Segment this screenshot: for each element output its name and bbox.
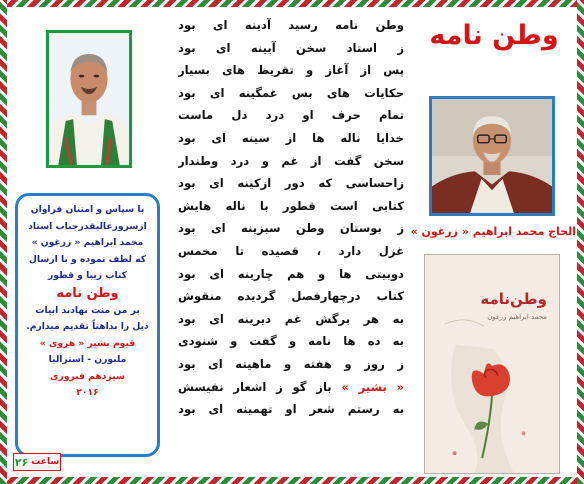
left-column (10, 10, 165, 476)
thanks-signature: قیوم بشیر « هروی » (39, 337, 136, 349)
poem-line: به ده ها نامه و گفت و شنودی (178, 334, 404, 349)
author-portrait-image (432, 99, 552, 213)
thanks-location: ملبورن - استرالیا (48, 354, 127, 365)
poem-line: پس از آغاز و تقریظ های بسیار (178, 63, 404, 78)
poet-portrait-image (49, 33, 129, 165)
thanks-line: که لطف نموده و با ارسال (28, 253, 147, 265)
book-cover-author: محمد ابراهیم زرغون (487, 313, 547, 321)
poem-line: حکایات های بس غمگینه ای بود (178, 85, 404, 100)
thanks-line: محمد ابراهیم « زرغون » (31, 237, 144, 248)
poem-line: کتابی است قطور با ناله هایش (178, 198, 404, 213)
thanks-date: سیزدهم فبروری (50, 370, 125, 382)
thanks-line: کتاب زیبا و قطور (47, 270, 128, 281)
poem-line: خدایا ناله ها از سینه ای بود (178, 130, 404, 145)
poem-text (178, 14, 404, 421)
poem-line: ز استاد سخن آیینه ای بود (178, 40, 404, 55)
thanks-line: با سپاس و امتنان فراوان (30, 204, 145, 215)
thanks-date-year: ۲۰۱۶ (76, 387, 99, 398)
poem-line: به رستم شعر او تهمینه ای بود (178, 402, 404, 417)
poem-line: زاحساسی که دور ازکینه ای بود (178, 176, 404, 191)
thanks-line: ذیل را بداهتاً تقدیم میدارم. (26, 321, 149, 332)
poem-line: به هر برگش غم دیرینه ای بود (178, 311, 404, 326)
poem-line: وطن نامه رسید آدینه ای بود (178, 18, 404, 32)
poem-line: ز بوستان وطن سبزینه ای بود (178, 221, 404, 236)
page-number: ۲۶ (14, 455, 29, 469)
author-photo (429, 96, 555, 216)
decorative-border-bottom (0, 477, 584, 484)
book-cover (424, 254, 560, 474)
page-title: وطن نامه (429, 20, 559, 51)
poem-line (178, 376, 404, 399)
poem-line: سخن گفت از غم و درد وطندار (178, 153, 404, 168)
poem-line-rest: باز گو ز اشعار نفیسش (178, 379, 342, 394)
poem-line: تمام حرف او درد دل ماست (178, 108, 404, 123)
poet-pen-name: « بشیر » (341, 379, 404, 394)
thanks-line: ازسرورعالیقدرجناب استاد (28, 220, 147, 232)
thanks-line: بر من منت نهادند ابیات (35, 304, 140, 316)
page-badge-word: ساعت (31, 457, 60, 467)
author-name: الحاج محمد ابراهیم « زرغون » (410, 225, 576, 238)
poem-line: ز روز و هفته و ماهینه ای بود (178, 356, 404, 371)
thanks-book-name: وطن نامه (56, 285, 119, 301)
decorative-border-left (0, 0, 7, 484)
poem-line: دوبیتی ها و هم چارینه ای بود (178, 266, 404, 281)
book-cover-title: وطن‌نامه (480, 290, 547, 308)
poem-line: کتاب درچهارفصل گردیده منقوش (178, 289, 404, 304)
right-column (412, 10, 576, 476)
decorative-border-right (577, 0, 584, 484)
page-number-badge (13, 453, 61, 471)
book-cover-art (425, 255, 559, 473)
poet-photo (46, 30, 132, 168)
decorative-border-top (0, 0, 584, 7)
thanks-note (15, 193, 160, 457)
poem-line: غزل دارد ، قصیده تا مخمس (178, 243, 404, 258)
